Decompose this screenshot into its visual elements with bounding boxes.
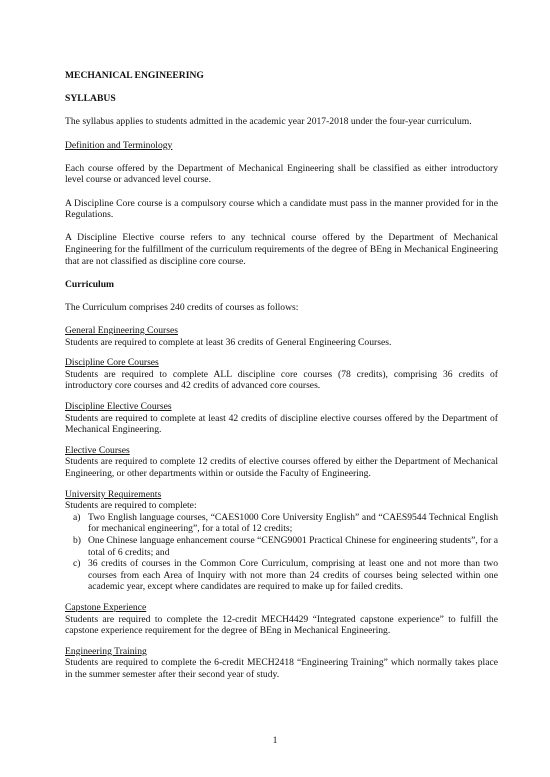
doc-subtitle: SYLLABUS xyxy=(65,93,116,105)
section-heading-general-engineering: General Engineering Courses xyxy=(65,325,178,337)
section-heading-discipline-elective: Discipline Elective Courses xyxy=(65,401,172,413)
section-text-elective: Students are required to complete 12 credits of elective courses offered by either the Department of Mechanical Engineering, or other departments within or outside the Faculty of Engineering. xyxy=(65,456,498,479)
section-text-capstone: Students are required to complete the 12-credit MECH4429 “Integrated capstone experience” to fulfill the capstone experience requirement for the degree of BEng in Mechanical Engineering. xyxy=(65,613,498,637)
list-item-text: Two English language courses, “CAES1000 Core University English” and “CAES9544 Technical English for mechanical engineering”, for a total of 12 credits; xyxy=(88,511,498,535)
section-text-university-requirements: Students are required to complete: xyxy=(65,500,197,512)
section-heading-elective: Elective Courses xyxy=(65,444,130,456)
section-heading-engineering-training: Engineering Training xyxy=(65,645,147,657)
section-heading-university-requirements: University Requirements xyxy=(65,488,162,500)
list-item xyxy=(65,558,498,593)
list-marker: a) xyxy=(73,511,81,523)
list-marker: c) xyxy=(73,558,81,570)
list-item-text: 36 credits of courses in the Common Core Curriculum, comprising at least one and not more than two courses from each Area of Inquiry with not more than 24 credits of courses being selected within one academic year, except where candidates are required to make up for failed credits. xyxy=(88,558,498,593)
document-page xyxy=(65,70,498,681)
section-text-discipline-elective: Students are required to complete at least 42 credits of discipline elective courses offered by the Department of Mechanical Engineering. xyxy=(65,412,498,436)
section-heading-capstone: Capstone Experience xyxy=(65,601,147,613)
section-text-engineering-training: Students are required to complete the 6-credit MECH2418 “Engineering Training” which normally takes place in the summer semester after their second year of study. xyxy=(65,657,498,680)
university-requirements-list xyxy=(65,512,498,593)
curriculum-intro: The Curriculum comprises 240 credits of courses as follows: xyxy=(65,301,299,313)
section-heading-discipline-core: Discipline Core Courses xyxy=(65,357,159,369)
page-number: 1 xyxy=(272,735,278,746)
list-item xyxy=(65,535,498,558)
definition-paragraph-3: A Discipline Elective course refers to any technical course offered by the Department of Mechanical Engineering for the fulfillment of the curriculum requirements of the degree of BEng in Mechanical Engineering that are not classified as discipline core course. xyxy=(65,232,498,267)
definition-paragraph-2: A Discipline Core course is a compulsory course which a candidate must pass in the manner provided for in the Regulations. xyxy=(65,197,498,221)
section-text-general-engineering: Students are required to complete at least 36 credits of General Engineering Courses. xyxy=(65,336,392,348)
list-item-text: One Chinese language enhancement course “CENG9001 Practical Chinese for engineering students”, for a total of 6 credits; and xyxy=(88,534,498,558)
list-marker: b) xyxy=(73,534,81,546)
list-item xyxy=(65,512,498,535)
intro-paragraph: The syllabus applies to students admitted in the academic year 2017-2018 under the four-year curriculum. xyxy=(65,116,472,128)
doc-title: MECHANICAL ENGINEERING xyxy=(65,70,204,81)
section-text-discipline-core: Students are required to complete ALL discipline core courses (78 credits), comprising 36 credits of introductory core courses and 42 credits of advanced core courses. xyxy=(65,368,498,392)
definition-heading: Definition and Terminology xyxy=(65,139,173,151)
definition-paragraph-1: Each course offered by the Department of Mechanical Engineering shall be classified as either introductory level course or advanced level course. xyxy=(65,162,498,186)
curriculum-heading: Curriculum xyxy=(65,278,115,290)
